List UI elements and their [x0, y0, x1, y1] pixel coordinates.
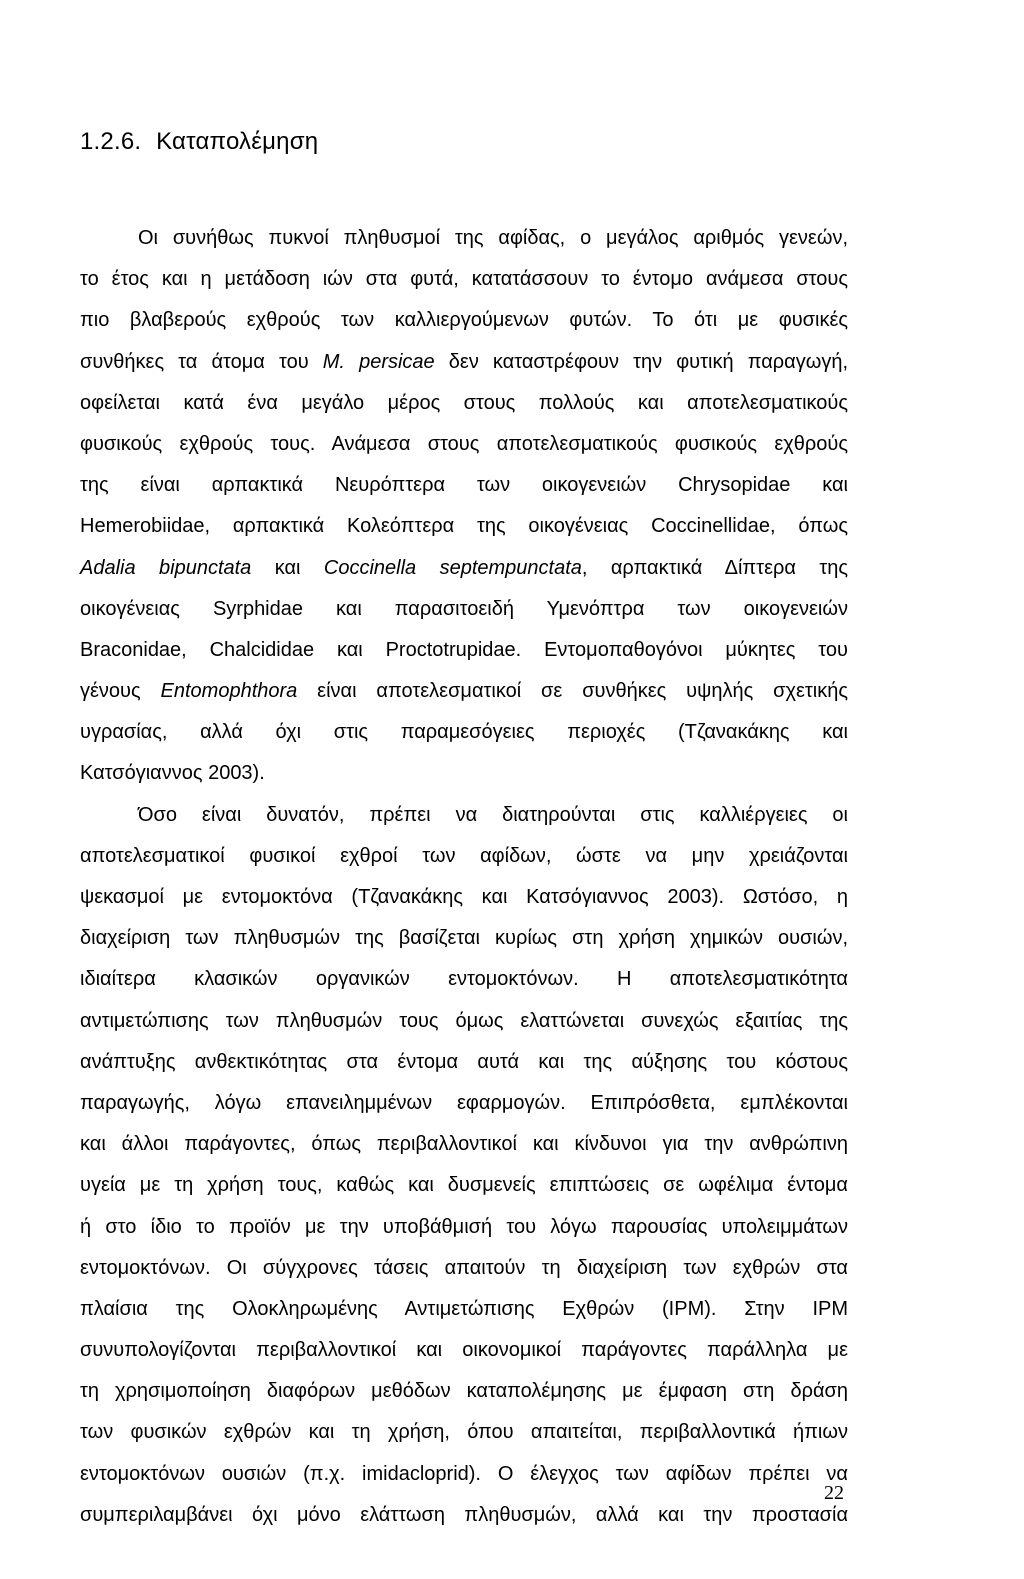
text-segment: δεν καταστρέφουν την φυτική παραγωγή,	[434, 350, 849, 373]
text-segment: φυσικούς εχθρούς τους. Ανάμεσα στους αποτελεσματικούς φυσικούς εχθρούς	[80, 432, 848, 455]
text-line	[80, 1289, 848, 1330]
italic-text: Coccinella septempunctata	[323, 556, 582, 579]
text-line	[80, 424, 848, 465]
text-line	[80, 1001, 848, 1042]
text-segment: παραγωγής, λόγω επανειλημμένων εφαρμογών. Επιπρόσθετα, εμπλέκονται	[80, 1091, 848, 1114]
text-segment: υγεία με τη χρήση τους, καθώς και δυσμενείς επιπτώσεις σε ωφέλιμα έντομα	[80, 1174, 848, 1197]
italic-text: Entomophthora	[160, 680, 298, 703]
text-line	[80, 548, 848, 589]
text-line	[80, 589, 848, 630]
text-segment: της είναι αρπακτικά Νευρόπτερα των οικογενειών Chrysopidae και	[80, 474, 848, 497]
text-segment: οικογένειας Syrphidae και παρασιτοειδή Υμενόπτρα των οικογενειών	[80, 597, 848, 620]
text-segment: εντομοκτόνων. Οι σύγχρονες τάσεις απαιτούν τη διαχείριση των εχθρών στα	[80, 1256, 848, 1279]
text-line	[80, 836, 848, 877]
text-segment: συνθήκες τα άτομα του	[80, 350, 323, 373]
text-segment: αποτελεσματικοί φυσικοί εχθροί των αφίδων, ώστε να μην χρειάζονται	[80, 844, 848, 867]
body-text	[80, 218, 848, 1536]
text-line	[80, 1495, 848, 1536]
text-segment: συμπεριλαμβάνει όχι μόνο ελάττωση πληθυσμών, αλλά και την προστασία	[80, 1503, 848, 1526]
text-segment: Hemerobiidae, αρπακτικά Κολεόπτερα της οικογένειας Coccinellidae, όπως	[80, 515, 848, 538]
section-title: Καταπολέμηση	[156, 128, 319, 155]
page-number: 22	[824, 1482, 844, 1504]
text-segment: είναι αποτελεσματικοί σε συνθήκες υψηλής σχετικής	[297, 680, 848, 703]
text-line	[80, 712, 848, 753]
text-line	[80, 1083, 848, 1124]
text-segment: , αρπακτικά Δίπτερα της	[581, 556, 849, 579]
text-segment: και	[251, 556, 324, 579]
text-line	[80, 342, 848, 383]
text-segment: υγρασίας, αλλά όχι στις παραμεσόγειες περιοχές (Τζανακάκης και	[80, 721, 848, 744]
text-segment: Κατσόγιαννος 2003).	[80, 762, 265, 785]
text-segment: αντιμετώπισης των πληθυσμών τους όμως ελαττώνεται συνεχώς εξαιτίας της	[80, 1009, 848, 1032]
text-segment: Οι συνήθως πυκνοί πληθυσμοί της αφίδας, ο μεγάλος αριθμός γενεών,	[138, 227, 848, 249]
text-line	[80, 300, 848, 341]
text-line	[80, 795, 848, 836]
text-line	[80, 753, 848, 794]
text-line	[80, 1124, 848, 1165]
text-line	[80, 1042, 848, 1083]
text-line	[80, 259, 848, 300]
text-line	[80, 918, 848, 959]
text-segment: ψεκασμοί με εντομοκτόνα (Τζανακάκης και Κατσόγιαννος 2003). Ωστόσο, η	[80, 886, 848, 908]
text-line	[80, 465, 848, 506]
text-segment: γένους	[80, 680, 161, 703]
text-line	[80, 630, 848, 671]
text-line	[80, 383, 848, 424]
text-segment: ή στο ίδιο το προϊόν με την υποβάθμισή του λόγω παρουσίας υπολειμμάτων	[80, 1215, 848, 1238]
text-line	[80, 877, 848, 918]
text-segment: εντομοκτόνων ουσιών (π.χ. imidacloprid). Ο έλεγχος των αφίδων πρέπει να	[80, 1462, 848, 1485]
text-line	[80, 1454, 848, 1495]
text-segment: ιδιαίτερα κλασικών οργανικών εντομοκτόνων. Η αποτελεσματικότητα	[80, 968, 848, 991]
text-segment: συνυπολογίζονται περιβαλλοντικοί και οικονομικοί παράγοντες παράλληλα με	[80, 1339, 848, 1362]
text-segment: διαχείριση των πληθυσμών της βασίζεται κυρίως στη χρήση χημικών ουσιών,	[80, 927, 848, 950]
text-segment: ανάπτυξης ανθεκτικότητας στα έντομα αυτά και της αύξησης του κόστους	[80, 1050, 848, 1073]
text-line	[80, 218, 848, 259]
text-line	[80, 1207, 848, 1248]
text-segment: των φυσικών εχθρών και τη χρήση, όπου απαιτείται, περιβαλλοντικά ήπιων	[80, 1421, 848, 1444]
text-line	[80, 959, 848, 1000]
section-number: 1.2.6.	[80, 128, 142, 155]
text-line	[80, 1330, 848, 1371]
text-line	[80, 1248, 848, 1289]
text-segment: πλαίσια της Ολοκληρωμένης Αντιμετώπισης Εχθρών (IPM). Στην IPM	[80, 1297, 848, 1320]
text-segment: πιο βλαβερούς εχθρούς των καλλιεργούμενων φυτών. Το ότι με φυσικές	[80, 309, 848, 332]
text-line	[80, 1412, 848, 1453]
section-heading	[80, 128, 318, 156]
italic-text: Adalia bipunctata	[80, 556, 252, 579]
text-line	[80, 506, 848, 547]
text-segment: Braconidae, Chalcididae και Proctotrupidae. Εντομοπαθογόνοι μύκητες του	[80, 638, 848, 661]
italic-text: M. persicae	[322, 350, 435, 373]
text-segment: τη χρησιμοποίηση διαφόρων μεθόδων καταπολέμησης με έμφαση στη δράση	[80, 1380, 848, 1403]
text-segment: και άλλοι παράγοντες, όπως περιβαλλοντικοί και κίνδυνοι για την ανθρώπινη	[80, 1133, 848, 1156]
text-segment: οφείλεται κατά ένα μεγάλο μέρος στους πολλούς και αποτελεσματικούς	[80, 391, 848, 414]
text-line	[80, 671, 848, 712]
text-segment: Όσο είναι δυνατόν, πρέπει να διατηρούνται στις καλλιέργειες οι	[138, 803, 848, 826]
text-line	[80, 1165, 848, 1206]
text-segment: το έτος και η μετάδοση ιών στα φυτά, κατατάσσουν το έντομο ανάμεσα στους	[80, 268, 848, 291]
text-line	[80, 1371, 848, 1412]
